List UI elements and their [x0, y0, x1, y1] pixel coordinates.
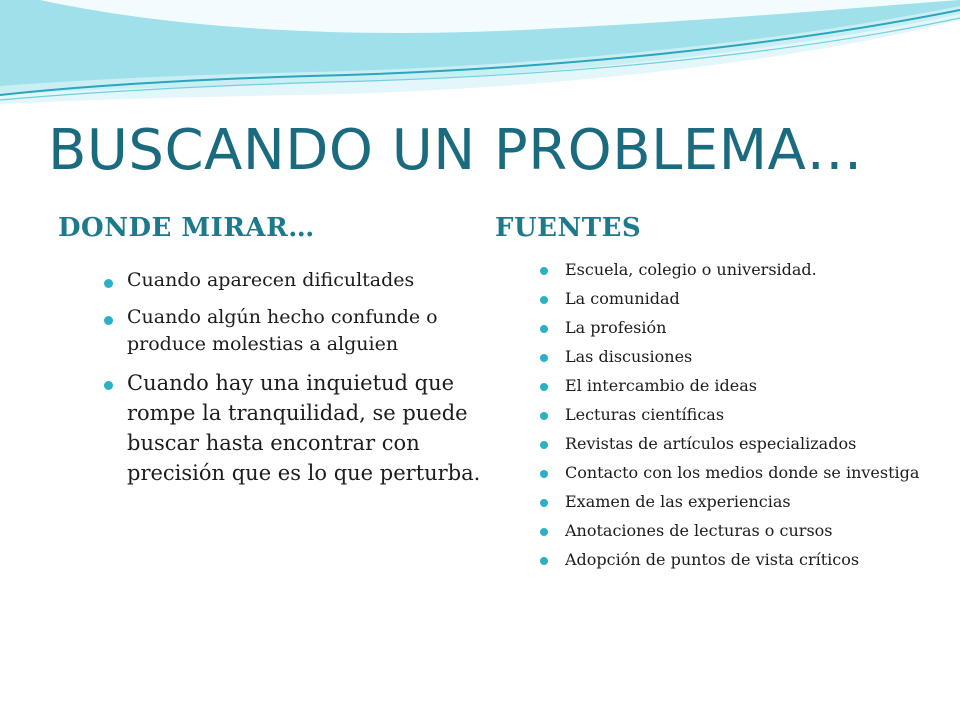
- bullet-icon: [540, 383, 548, 391]
- right-column-heading: FUENTES: [495, 213, 642, 243]
- list-item: [538, 434, 943, 454]
- list-item: [100, 304, 485, 358]
- list-item-text: Cuando hay una inquietud que rompe la tranquilidad, se puede buscar hasta encontrar con precisión que es lo que perturba.: [127, 371, 481, 485]
- list-item-text: El intercambio de ideas: [565, 376, 757, 395]
- bullet-icon: [540, 528, 548, 536]
- left-column-heading: DONDE MIRAR…: [58, 213, 315, 243]
- list-item-text: La comunidad: [565, 289, 680, 308]
- list-item: [538, 492, 943, 512]
- list-item-text: Adopción de puntos de vista críticos: [565, 550, 860, 569]
- bullet-icon: [540, 441, 548, 449]
- bullet-icon: [540, 499, 548, 507]
- bullet-icon: [540, 296, 548, 304]
- list-item: [538, 376, 943, 396]
- header-wave-decoration: [0, 0, 960, 120]
- list-item: [538, 318, 943, 338]
- list-item-text: Lecturas científicas: [565, 405, 725, 424]
- sources-list: [538, 260, 943, 579]
- list-item: [538, 550, 943, 570]
- bullet-icon: [540, 267, 548, 275]
- list-item: [538, 521, 943, 541]
- list-item-text: Las discusiones: [565, 347, 693, 366]
- list-item: [538, 463, 943, 483]
- where-to-look-list: [100, 267, 485, 498]
- list-item-text: Cuando aparecen dificultades: [127, 269, 415, 291]
- list-item-text: Revistas de artículos especializados: [565, 434, 857, 453]
- bullet-icon: [540, 412, 548, 420]
- bullet-icon: [104, 316, 113, 325]
- list-item-text: Examen de las experiencias: [565, 492, 791, 511]
- slide-title: BUSCANDO UN PROBLEMA…: [48, 118, 863, 183]
- bullet-icon: [104, 279, 113, 288]
- bullet-icon: [540, 354, 548, 362]
- list-item-text: Anotaciones de lecturas o cursos: [565, 521, 833, 540]
- bullet-icon: [540, 557, 548, 565]
- bullet-icon: [540, 325, 548, 333]
- bullet-icon: [104, 381, 113, 390]
- list-item-text: Contacto con los medios donde se investiga: [565, 463, 920, 482]
- list-item-text: Escuela, colegio o universidad.: [565, 260, 817, 279]
- list-item-text: Cuando algún hecho confunde o produce molestias a alguien: [127, 306, 438, 355]
- list-item: [538, 347, 943, 367]
- list-item: [538, 289, 943, 309]
- list-item-text: La profesión: [565, 318, 667, 337]
- bullet-icon: [540, 470, 548, 478]
- list-item: [538, 260, 943, 280]
- list-item: [100, 368, 485, 488]
- list-item: [100, 267, 485, 294]
- list-item: [538, 405, 943, 425]
